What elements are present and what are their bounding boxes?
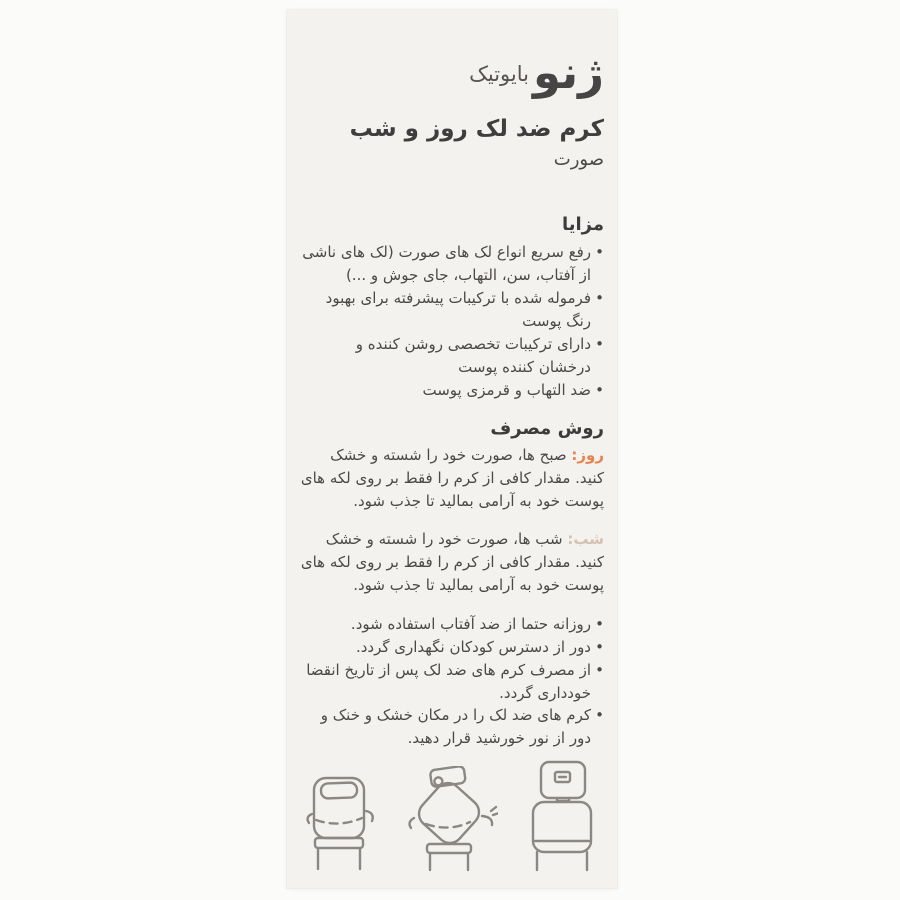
benefit-item: • ضد التهاب و قرمزی پوست <box>300 379 604 402</box>
usage-heading: روش مصرف <box>490 417 604 439</box>
open-jar-character-on-stool-icon <box>292 774 384 872</box>
usage-night-text: شب ها، صورت خود را شسته و خشک کنید. مقدار کافی از کرم را فقط بر روی لکه های پوست خود به آرامی بمالید تا جذب شود. <box>300 529 604 594</box>
waving-jar-character-on-stool-icon <box>398 766 498 872</box>
usage-day-paragraph <box>300 444 604 513</box>
usage-day-label: روز: <box>571 446 604 465</box>
cream-jar-on-box-icon <box>512 760 612 872</box>
product-title: کرم ضد لک روز و شب <box>349 116 604 142</box>
warnings-list <box>300 613 604 751</box>
warning-item: • از مصرف کرم های ضد لک پس از تاریخ انقضا خودداری گردد. <box>300 659 604 705</box>
benefit-item: • فرموله شده با ترکیبات پیشرفته برای بهبود رنگ پوست <box>300 287 604 333</box>
brand-logo-primary-text: ژنو <box>532 46 604 99</box>
product-subtitle: صورت <box>553 148 604 170</box>
benefits-heading: مزایا <box>561 213 604 235</box>
benefit-item: • رفع سریع انواع لک های صورت (لک های ناشی از آفتاب، سن، التهاب، جای جوش و ...) <box>300 241 604 287</box>
footer-illustrations <box>287 760 617 872</box>
usage-day-text: صبح ها، صورت خود را شسته و خشک کنید. مقدار کافی از کرم را فقط بر روی لکه های پوست خود به آرامی بمالید تا جذب شود. <box>300 446 604 510</box>
warning-item: • روزانه حتما از ضد آفتاب استفاده شود. <box>300 613 604 636</box>
usage-night-paragraph <box>300 528 604 597</box>
warning-item: • دور از دسترس کودکان نگهداری گردد. <box>300 636 604 659</box>
usage-night-label: شب: <box>567 529 604 548</box>
brand-logo <box>300 46 604 99</box>
warning-item: • کرم های ضد لک را در مکان خشک و خنک و دور از نور خورشید قرار دهید. <box>300 704 604 750</box>
brand-logo-secondary-text: بایوتیک <box>469 62 529 86</box>
benefits-list <box>300 241 604 402</box>
product-package-front-panel <box>287 10 617 888</box>
benefit-item: • دارای ترکیبات تخصصی روشن کننده و درخشان کننده پوست <box>300 333 604 379</box>
